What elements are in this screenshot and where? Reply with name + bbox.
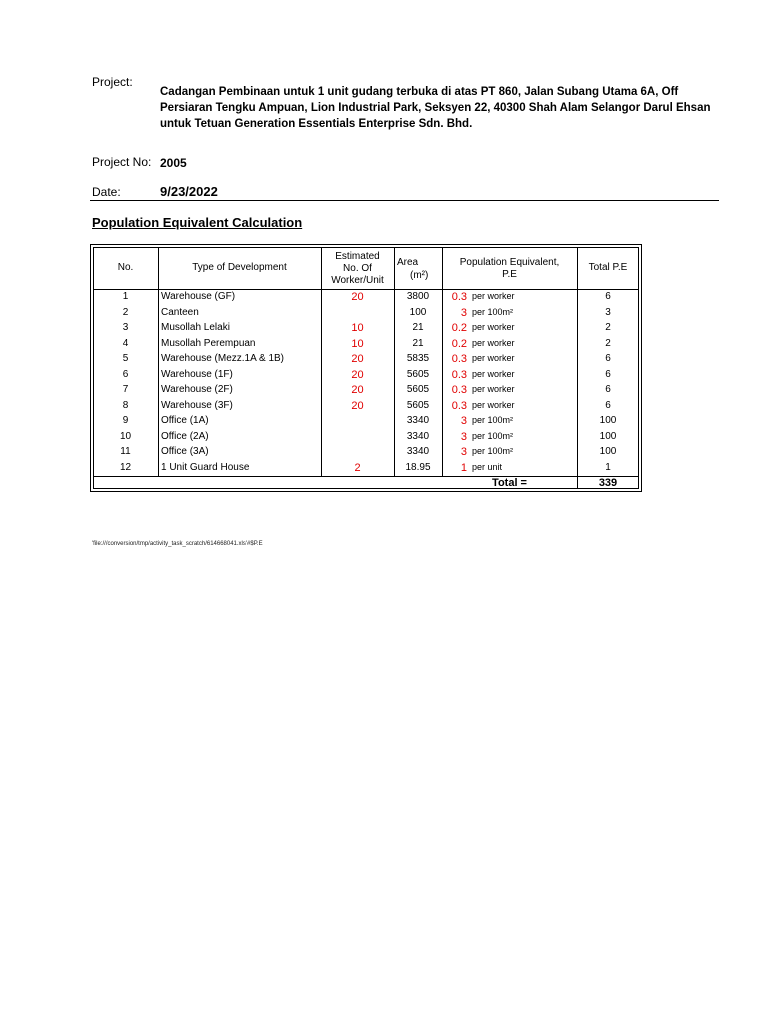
- row-type: Warehouse (Mezz.1A & 1B): [161, 353, 285, 364]
- header-workers-line: Estimated: [335, 251, 380, 262]
- row-area: 100: [409, 307, 427, 318]
- row-workers: 20: [351, 384, 364, 396]
- row-pe-factor: 0.2: [451, 322, 467, 334]
- row-pe-factor: 0.3: [451, 369, 467, 381]
- row-pe-unit: per worker: [472, 384, 515, 394]
- row-type: 1 Unit Guard House: [161, 462, 250, 473]
- section-title: Population Equivalent Calculation: [92, 215, 303, 230]
- date-value: 9/23/2022: [160, 184, 218, 199]
- row-pe-factor: 0.3: [451, 400, 467, 412]
- row-workers: 20: [351, 353, 364, 365]
- row-total: 1: [605, 462, 611, 473]
- row-no: 8: [122, 400, 129, 411]
- row-area: 3340: [406, 431, 430, 442]
- row-workers: 20: [351, 400, 364, 412]
- total-row-divider: [93, 476, 639, 477]
- row-area: 18.95: [405, 462, 431, 473]
- header-pe: [442, 257, 577, 281]
- row-total: 100: [599, 446, 617, 457]
- header-workers-line: Worker/Unit: [331, 275, 384, 286]
- row-area: 21: [412, 322, 424, 333]
- header-area: [397, 256, 442, 282]
- row-total: 100: [599, 415, 617, 426]
- row-pe-unit: per worker: [472, 338, 515, 348]
- date-label: Date:: [92, 185, 121, 199]
- row-pe-factor: 0.3: [451, 353, 467, 365]
- row-type: Warehouse (GF): [161, 291, 236, 302]
- row-pe-unit: per worker: [472, 322, 515, 332]
- row-type: Warehouse (2F): [161, 384, 233, 395]
- header-pe-line: P.E: [502, 269, 517, 280]
- project-description: Cadangan Pembinaan untuk 1 unit gudang terbuka di atas PT 860, Jalan Subang Utama 6A, Off Persiaran Tengku Ampuan, Lion Industrial Park, Seksyen 22, 40300 Shah Alam Selangor Darul Ehsan untuk Tetuan Generation Essentials Enterprise Sdn. Bhd.: [160, 86, 711, 130]
- header-divider: [90, 200, 719, 201]
- row-pe-factor: 3: [460, 431, 467, 443]
- row-total: 2: [605, 338, 611, 349]
- row-total: 6: [605, 353, 611, 364]
- row-no: 4: [122, 338, 129, 349]
- row-pe-factor: 3: [460, 307, 467, 319]
- project-label: Project:: [92, 75, 133, 89]
- row-pe-unit: per worker: [472, 291, 515, 301]
- header-area-line: Area: [397, 257, 419, 268]
- row-type: Office (1A): [161, 415, 209, 426]
- row-workers: 20: [351, 291, 364, 303]
- row-area: 5835: [406, 353, 430, 364]
- row-type: Office (3A): [161, 446, 209, 457]
- row-pe-factor: 0.2: [451, 338, 467, 350]
- header-workers: [321, 251, 394, 287]
- col-divider: [158, 247, 159, 476]
- row-pe-factor: 1: [460, 462, 467, 474]
- row-workers: 10: [351, 322, 364, 334]
- row-type: Warehouse (3F): [161, 400, 233, 411]
- row-total: 6: [605, 291, 611, 302]
- row-pe-unit: per unit: [472, 462, 503, 472]
- row-total: 100: [599, 431, 617, 442]
- header-row-divider: [93, 289, 639, 290]
- row-workers: 2: [354, 462, 361, 474]
- header-workers-line: No. Of: [343, 263, 372, 274]
- row-workers: 10: [351, 338, 364, 350]
- row-type: Musollah Perempuan: [161, 338, 256, 349]
- header-total: Total P.E: [588, 262, 628, 273]
- project-no-value: 2005: [160, 156, 187, 170]
- row-total: 6: [605, 369, 611, 380]
- total-label: Total =: [492, 477, 527, 489]
- header-type: Type of Development: [192, 262, 287, 273]
- row-pe-unit: per worker: [472, 353, 515, 363]
- row-area: 5605: [406, 369, 430, 380]
- row-workers: 20: [351, 369, 364, 381]
- row-no: 9: [122, 415, 129, 426]
- row-type: Office (2A): [161, 431, 209, 442]
- row-type: Canteen: [161, 307, 199, 318]
- header-pe-line: Population Equivalent,: [459, 257, 560, 268]
- row-pe-unit: per 100m²: [472, 415, 514, 425]
- row-pe-factor: 3: [460, 446, 467, 458]
- file-path-footer: 'file:///conversion/tmp/activity_task_scratch/614668041.xls'#$P.E: [92, 541, 263, 547]
- row-total: 3: [605, 307, 611, 318]
- row-area: 3800: [406, 291, 430, 302]
- row-pe-unit: per worker: [472, 400, 515, 410]
- row-pe-unit: per 100m²: [472, 446, 514, 456]
- row-no: 5: [122, 353, 129, 364]
- row-pe-unit: per 100m²: [472, 431, 514, 441]
- row-no: 11: [120, 446, 131, 457]
- row-total: 2: [605, 322, 611, 333]
- row-pe-factor: 0.3: [451, 384, 467, 396]
- header-area-line: (m²): [410, 270, 429, 281]
- row-total: 6: [605, 384, 611, 395]
- row-area: 5605: [406, 384, 430, 395]
- row-area: 21: [412, 338, 424, 349]
- row-pe-unit: per worker: [472, 369, 515, 379]
- row-no: 6: [122, 369, 129, 380]
- project-no-label: Project No:: [92, 155, 152, 169]
- row-pe-unit: per 100m²: [472, 307, 514, 317]
- row-area: 5605: [406, 400, 430, 411]
- row-total: 6: [605, 400, 611, 411]
- row-no: 1: [122, 291, 129, 302]
- row-type: Musollah Lelaki: [161, 322, 230, 333]
- row-no: 7: [122, 384, 129, 395]
- row-no: 3: [122, 322, 129, 333]
- row-area: 3340: [406, 415, 430, 426]
- row-no: 12: [119, 462, 132, 473]
- row-pe-factor: 3: [460, 415, 467, 427]
- row-type: Warehouse (1F): [161, 369, 233, 380]
- total-value: 339: [598, 477, 618, 489]
- row-no: 10: [119, 431, 132, 442]
- row-area: 3340: [406, 446, 430, 457]
- header-no: No.: [117, 262, 134, 273]
- row-no: 2: [122, 307, 129, 318]
- row-pe-factor: 0.3: [451, 291, 467, 303]
